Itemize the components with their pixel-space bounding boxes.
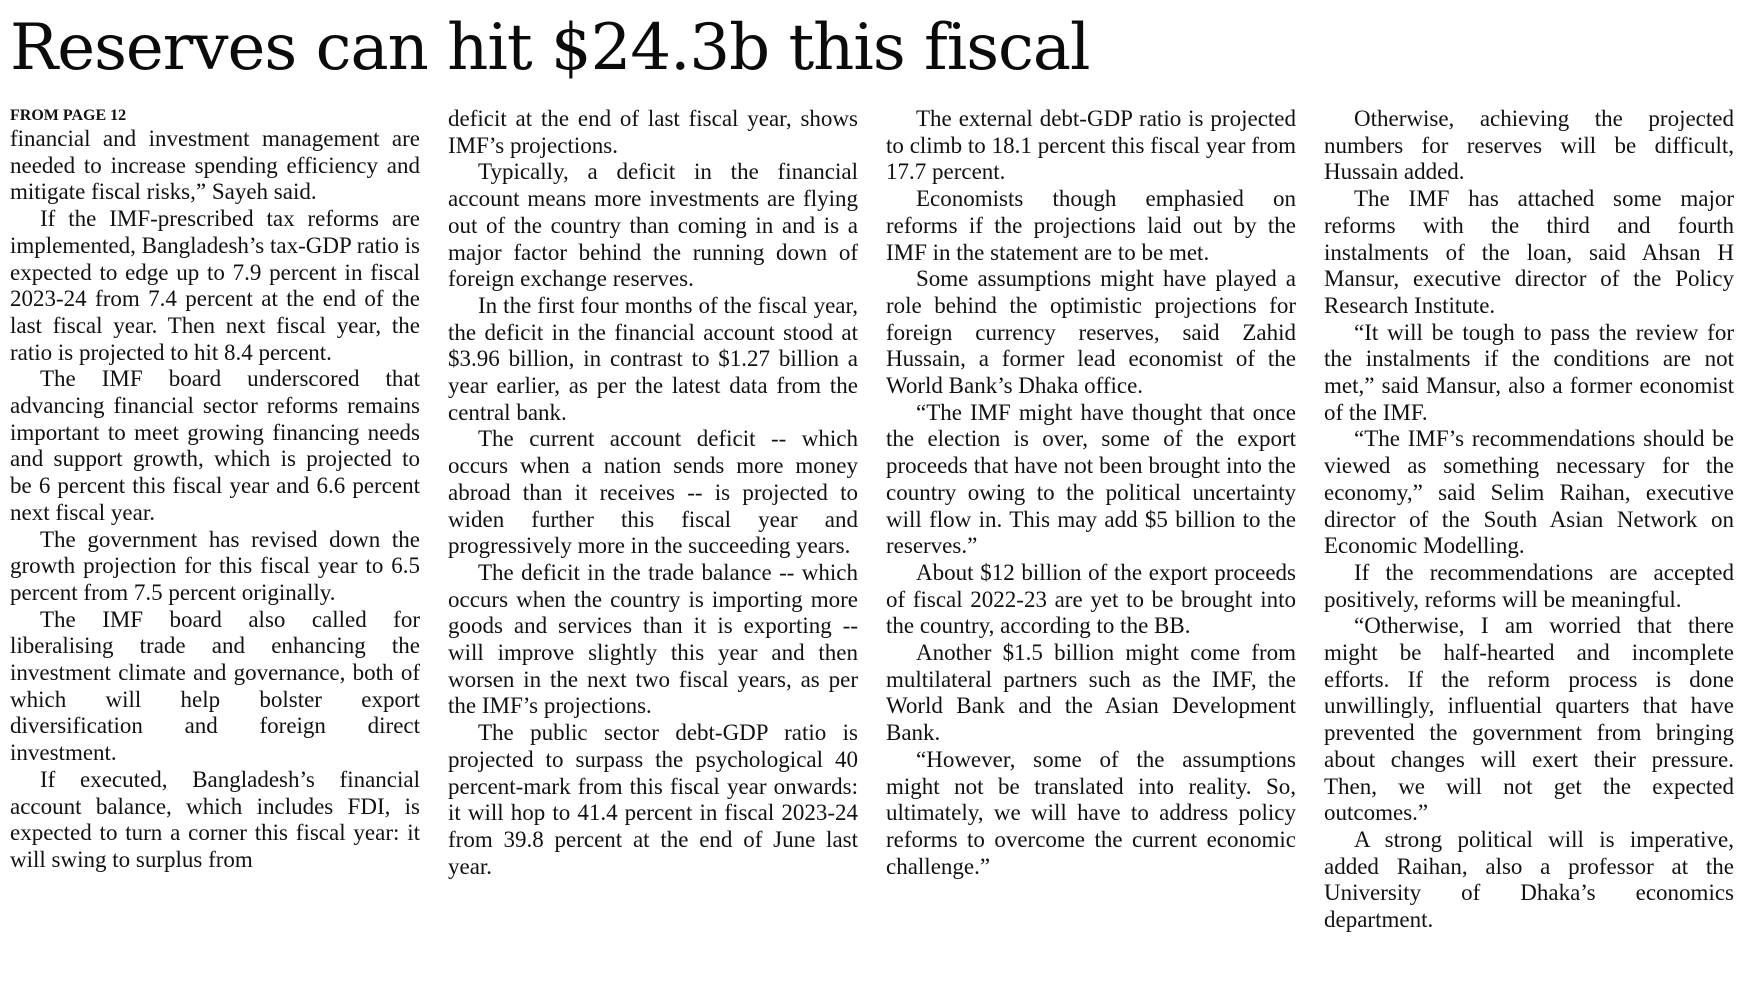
paragraph: About $12 billion of the export proceeds of fiscal 2022-23 are yet to be brought into the country, according to the BB. bbox=[886, 559, 1296, 639]
jump-label: FROM PAGE 12 bbox=[10, 107, 127, 124]
paragraph: The current account deficit -- which occurs when a nation sends more money abroad than it receives -- is projected to widen further this fiscal year and progressively more in the succeeding years. bbox=[448, 426, 858, 559]
paragraph: financial and investment management are needed to increase spending efficiency and mitigate fiscal risks,” Sayeh said. bbox=[10, 126, 420, 205]
headline: Reserves can hit $24.3b this fiscal bbox=[10, 11, 1090, 85]
paragraph: Some assumptions might have played a role behind the optimistic projections for foreign currency reserves, said Zahid Hussain, a former lead economist of the World Bank’s Dhaka office. bbox=[886, 266, 1296, 399]
paragraph: “It will be tough to pass the review for the instalments if the conditions are not met,” said Mansur, also a former economist of the IMF. bbox=[1324, 319, 1734, 425]
paragraph: The deficit in the trade balance -- which occurs when the country is importing more goods and services than it is exporting -- will improve slightly this year and then worsen in the next two fiscal years, as per the IMF’s projections. bbox=[448, 559, 858, 719]
paragraph: The IMF board also called for liberalising trade and enhancing the investment climate and governance, both of which will help bolster export diversification and foreign direct investment. bbox=[10, 606, 420, 766]
paragraph: Otherwise, achieving the projected numbers for reserves will be difficult, Hussain added. bbox=[1324, 106, 1734, 185]
paragraph: If the recommendations are accepted positively, reforms will be meaningful. bbox=[1324, 559, 1734, 612]
article-column-3 bbox=[886, 106, 1296, 996]
paragraph: The IMF board underscored that advancing financial sector reforms remains important to meet growing financing needs and support growth, which is projected to be 6 percent this fiscal year and 6.6 percent next fiscal year. bbox=[10, 366, 420, 525]
paragraph: The external debt-GDP ratio is projected to climb to 18.1 percent this fiscal year from 17.7 percent. bbox=[886, 106, 1296, 185]
paragraph: Another $1.5 billion might come from multilateral partners such as the IMF, the World Bank and the Asian Development Bank. bbox=[886, 640, 1296, 746]
article-column-4 bbox=[1324, 106, 1734, 996]
paragraph: “The IMF might have thought that once the election is over, some of the export proceeds that have not been brought into the country owing to the political uncertainty will flow in. This may add $5 billion to the reserves.” bbox=[886, 399, 1296, 559]
paragraph: The public sector debt-GDP ratio is projected to surpass the psychological 40 percent-mark from this fiscal year onwards: it will hop to 41.4 percent in fiscal 2023-24 from 39.8 percent at the end of June last year. bbox=[448, 720, 858, 879]
paragraph: In the first four months of the fiscal year, the deficit in the financial account stood at $3.96 billion, in contrast to $1.27 billion a year earlier, as per the latest data from the central bank. bbox=[448, 292, 858, 425]
article-column-2 bbox=[448, 106, 858, 996]
paragraph: deficit at the end of last fiscal year, shows IMF’s projections. bbox=[448, 106, 858, 158]
paragraph: “However, some of the assumptions might not be translated into reality. So, ultimately, we will have to address policy reforms to overcome the current economic challenge.” bbox=[886, 746, 1296, 879]
paragraph: The IMF has attached some major reforms with the third and fourth instalments of the loan, said Ahsan H Mansur, executive director of the Policy Research Institute. bbox=[1324, 186, 1734, 318]
paragraph: Economists though emphasied on reforms if the projections laid out by the IMF in the statement are to be met. bbox=[886, 186, 1296, 265]
paragraph: A strong political will is imperative, added Raihan, also a professor at the University of Dhaka’s economics department. bbox=[1324, 826, 1734, 933]
paragraph: “Otherwise, I am worried that there might be half-hearted and incomplete efforts. If the reform process is done unwillingly, influential quarters that have prevented the government from bringing about changes will exert their pressure. Then, we will not get the expected outcomes.” bbox=[1324, 613, 1734, 826]
paragraph: If the IMF-prescribed tax reforms are implemented, Bangladesh’s tax-GDP ratio is expected to edge up to 7.9 percent in fiscal 2023-24 from 7.4 percent at the end of the last fiscal year. Then next fiscal year, the ratio is projected to hit 8.4 percent. bbox=[10, 206, 420, 365]
article-body bbox=[10, 106, 1734, 996]
paragraph: “The IMF’s recommendations should be viewed as something necessary for the economy,” said Selim Raihan, executive director of the South Asian Network on Economic Modelling. bbox=[1324, 426, 1734, 559]
article-column-1 bbox=[10, 106, 420, 996]
paragraph: If executed, Bangladesh’s financial account balance, which includes FDI, is expected to turn a corner this fiscal year: it will swing to surplus from bbox=[10, 766, 420, 872]
paragraph: Typically, a deficit in the financial account means more investments are flying out of the country than coming in and is a major factor behind the running down of foreign exchange reserves. bbox=[448, 159, 858, 292]
paragraph: The government has revised down the growth projection for this fiscal year to 6.5 percent from 7.5 percent originally. bbox=[10, 526, 420, 605]
